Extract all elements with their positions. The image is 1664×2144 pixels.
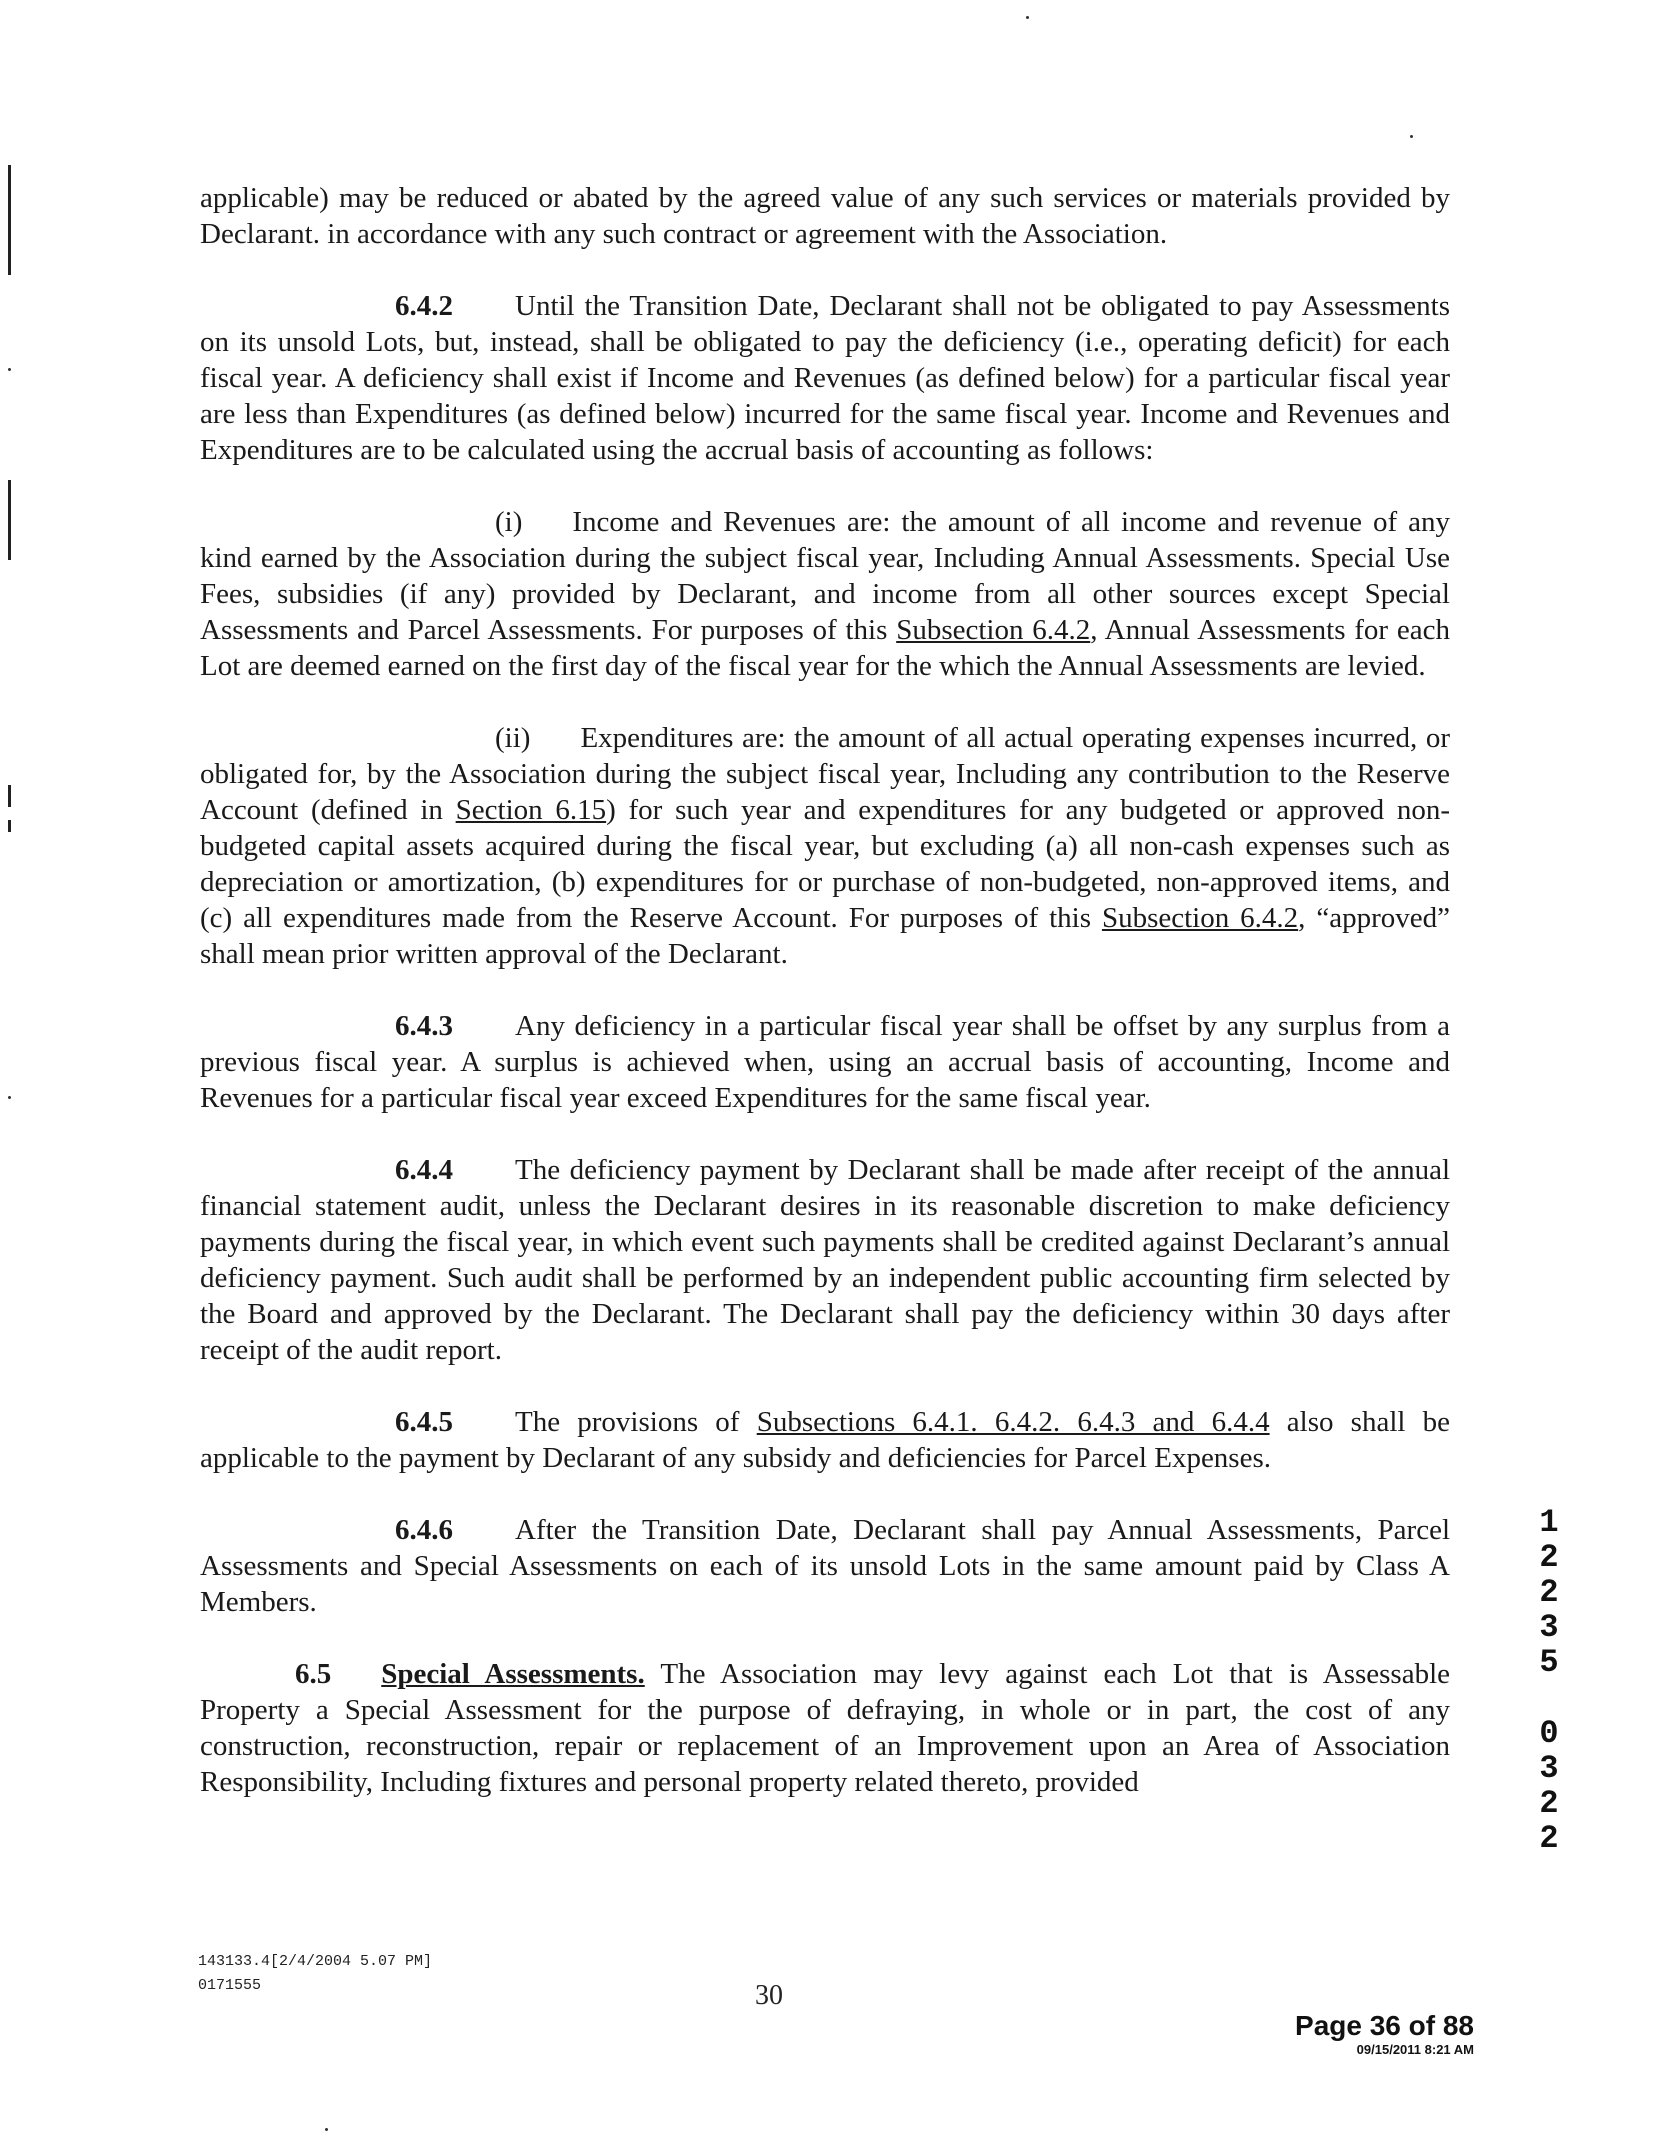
cross-reference: Subsection 6.4.2 [1101, 902, 1299, 934]
paragraph-text: , “approved” shall mean prior written approval of the Declarant. [200, 902, 1450, 970]
paragraph-text: The Association may levy against each Lot that is Assessable Property a Special Assessment for the purpose of defraying, in whole or in part, the cost of any construction, reconstruction, repair or replacement of an Improvement upon an Area of Association Responsibility, Including fixtures and personal property related thereto, provided [200, 1658, 1451, 1798]
margin-mark [8, 165, 11, 275]
scan-speck [325, 2128, 328, 2131]
section-number: 6.4.2 [395, 290, 453, 322]
recording-digit: 2 [1539, 1785, 1559, 1822]
section-heading: Special Assessments. [381, 1658, 645, 1690]
stamp-page-count: Page 36 of 88 [1295, 2010, 1474, 2041]
document-code: 0171555 [198, 1977, 262, 1994]
document-id: 143133.4[2/4/2004 5.07 PM] [198, 1953, 433, 1970]
cross-reference: Section 6.15 [455, 794, 607, 826]
recording-digit: 2 [1539, 1820, 1559, 1857]
paragraph-text: Income and Revenues are: the amount of all income and revenue of any kind earned by the Association during the subject fiscal year, Including Annual Assessments. Special Use Fees, subsidies (if any) provided by Declarant, and income from all other sources except Special Assessments and Parcel Assessments. For purposes of this [200, 506, 1450, 646]
document-identifier [198, 1950, 432, 1998]
subsection-number: (ii) [495, 722, 531, 754]
paragraph-text: Any deficiency in a particular fiscal year shall be offset by any surplus from a previous fiscal year. A surplus is achieved when, using an accrual basis of accounting, Income and Revenues for a particular fiscal year exceed Expenditures for the same fiscal year. [200, 1010, 1450, 1114]
body-text [200, 180, 1450, 1836]
paragraph-text: applicable) may be reduced or abated by the agreed value of any such services or materials provided by Declarant. in accordance with any such contract or agreement with the Association. [200, 182, 1450, 250]
recording-digit: 2 [1539, 1574, 1559, 1611]
recording-number-vertical [1534, 1505, 1564, 1856]
scan-speck [1410, 135, 1413, 138]
section-6-5 [200, 1656, 1450, 1800]
margin-mark [8, 820, 11, 832]
subsection-number: (i) [495, 506, 523, 538]
section-6-4-4 [200, 1152, 1450, 1368]
scan-speck [1026, 16, 1029, 19]
cross-reference: Subsection 6.4.2 [896, 614, 1091, 646]
section-number: 6.4.3 [395, 1010, 453, 1042]
section-6-4-2 [200, 288, 1450, 468]
section-number: 6.4.5 [395, 1406, 453, 1438]
paragraph-text: Expenditures are: the amount of all actual operating expenses incurred, or obligated for, by the Association during the subject fiscal year, Including any contribution to the Reserve Account (defined in [200, 722, 1450, 826]
subsection-ii [200, 720, 1450, 972]
section-number: 6.4.6 [395, 1514, 453, 1546]
scan-speck [8, 368, 11, 371]
paragraph-text: The provisions of [515, 1406, 740, 1438]
paragraph-continuation [200, 180, 1450, 252]
recording-digit: 0 [1539, 1715, 1559, 1752]
recording-digit: 3 [1539, 1750, 1559, 1787]
stamp-datetime: 09/15/2011 8:21 AM [1356, 2042, 1474, 2057]
paragraph-text: After the Transition Date, Declarant shall pay Annual Assessments, Parcel Assessments and Special Assessments on each of its unsold Lots in the same amount paid by Class A Members. [200, 1514, 1450, 1618]
section-6-4-6 [200, 1512, 1450, 1620]
paragraph-text: ) for such year and expenditures for any budgeted or approved non-budgeted capital assets acquired during the fiscal year, but excluding (a) all non-cash expenses such as depreciation or amortization, (b) expenditures for or purchase of non-budgeted, non-approved items, and (c) all expenditures made from the Reserve Account. For purposes of this [200, 794, 1450, 934]
recording-digit: 1 [1539, 1504, 1559, 1541]
section-number: 6.4.4 [395, 1154, 453, 1186]
recording-digit: 2 [1539, 1539, 1559, 1576]
recording-digit: 3 [1539, 1609, 1559, 1646]
paragraph-text: The deficiency payment by Declarant shall be made after receipt of the annual financial statement audit, unless the Declarant desires in its reasonable discretion to make deficiency payments during the fiscal year, in which event such payments shall be credited against Declarant’s annual deficiency payment. Such audit shall be performed by an independent public accounting firm selected by the Board and approved by the Declarant. The Declarant shall pay the deficiency within 30 days after receipt of the audit report. [200, 1154, 1450, 1366]
recording-digit: 5 [1539, 1644, 1559, 1681]
margin-mark [8, 785, 11, 807]
scan-speck [8, 1096, 11, 1099]
page-number: 30 [755, 1980, 783, 2011]
recording-stamp [1295, 2010, 1474, 2058]
section-6-4-5 [200, 1404, 1450, 1476]
section-6-4-3 [200, 1008, 1450, 1116]
subsection-i [200, 504, 1450, 684]
margin-mark [8, 480, 11, 560]
paragraph-text: , Annual Assessments for each Lot are deemed earned on the first day of the fiscal year for the which the Annual Assessments are levied. [200, 614, 1450, 682]
cross-reference: Subsections 6.4.1. 6.4.2. 6.4.3 and 6.4.4 [756, 1406, 1270, 1438]
section-number: 6.5 [295, 1658, 332, 1690]
paragraph-text: Until the Transition Date, Declarant shall not be obligated to pay Assessments on its unsold Lots, but, instead, shall be obligated to pay the deficiency (i.e., operating deficit) for each fiscal year. A deficiency shall exist if Income and Revenues (as defined below) for a particular fiscal year are less than Expenditures (as defined below) incurred for the same fiscal year. Income and Revenues and Expenditures are to be calculated using the accrual basis of accounting as follows: [200, 290, 1450, 466]
paragraph-text: also shall be applicable to the payment by Declarant of any subsidy and deficiencies for Parcel Expenses. [200, 1406, 1451, 1474]
